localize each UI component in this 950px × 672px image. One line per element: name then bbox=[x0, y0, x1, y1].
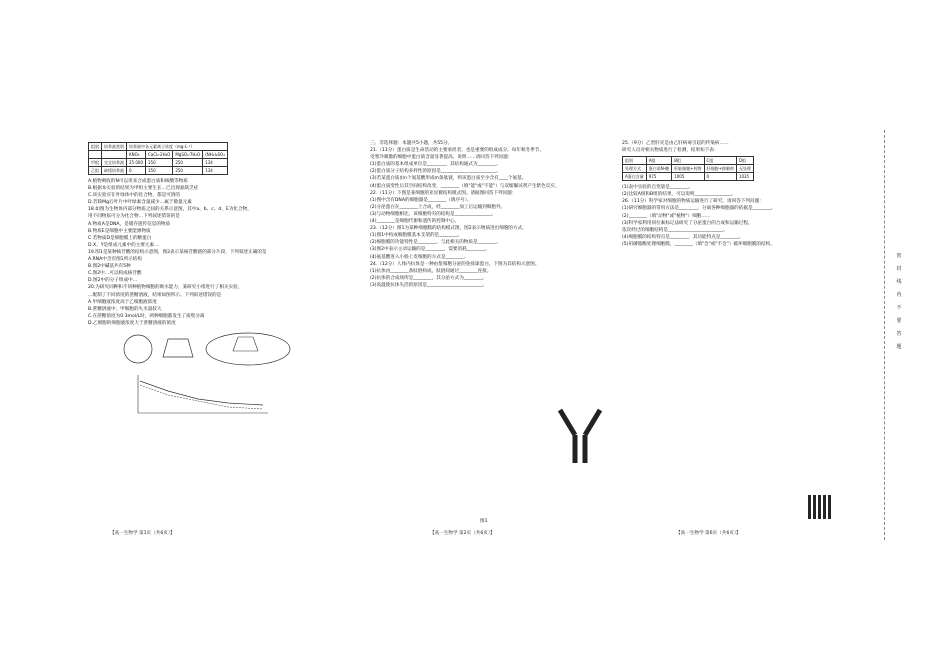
text-line: 受寒冷刺激的细胞中蛋白质含量显著提高，说明……请回答下列问题： bbox=[370, 155, 513, 161]
text-line: B.图2中碱基共有5种 bbox=[88, 264, 131, 270]
page-footer: 【高一生物学 第1页（共6页）】 bbox=[110, 531, 175, 536]
text-line: 研究人员对相关物质进行了检测，结果如下表： bbox=[622, 148, 719, 154]
text-line: 18.如图为生物体内部分物质之间的关系示意图，其中a、b、c、d、E为化合物， bbox=[88, 207, 252, 213]
text-line: B.物质E是细胞中主要能源物质 bbox=[88, 228, 151, 234]
line-chart-figure bbox=[128, 371, 278, 419]
seal-char: 线 bbox=[896, 279, 902, 285]
seal-char: 答 bbox=[896, 331, 902, 337]
table-cell bbox=[89, 151, 102, 159]
table-header-cell: CaCl₂·2H₂O bbox=[146, 151, 173, 159]
column-3 bbox=[622, 140, 884, 535]
text-line: (3)与动物细胞相比，该细胞特有的结构是________________。 bbox=[370, 211, 496, 217]
text-line: (3)科学家利用同位素标记法研究了分泌蛋白的合成和运输过程， bbox=[622, 220, 753, 226]
page-footer: 【高一生物学 第2页（共6页）】 bbox=[430, 531, 495, 536]
text-line: C.若物质D是细胞膜上的糖蛋白 bbox=[88, 235, 152, 241]
table-cell: 甲组 bbox=[89, 159, 102, 167]
question-text bbox=[622, 184, 884, 248]
text-line: (3)高温使抗体失活的原因是________________________。 bbox=[370, 282, 487, 288]
text-line: (1)蛋白质的基本组成单位是________，其结构通式为________。 bbox=[370, 162, 501, 168]
seal-char: 要 bbox=[896, 318, 902, 324]
text-line: C.图2中…可以构成核苷酸 bbox=[88, 271, 142, 277]
text-line: (1)图中含有DNA的细胞器是________（填序号）。 bbox=[370, 197, 472, 203]
column-2 bbox=[370, 140, 642, 535]
seal-char: 内 bbox=[896, 292, 902, 298]
table-header-cell: A组 bbox=[646, 157, 671, 165]
text-line: (1)抗体由________条肽链构成，肽链间通过________连接。 bbox=[370, 268, 492, 274]
table-header-cell: 培养液中各元素离子浓度（mg·L⁻¹） bbox=[127, 143, 228, 151]
text-line: (1)表中实验的自变量是________。 bbox=[622, 185, 693, 191]
text-line: (2)比较A组和B组的结果，可以说明________________。 bbox=[622, 192, 736, 198]
text-line: (2)蛋白质分子结构多样性的原因是________________________。 bbox=[370, 169, 501, 175]
table-cell: 25 000 bbox=[127, 159, 146, 167]
table-cell: 150 bbox=[146, 167, 173, 175]
table-header-cell: 组别 bbox=[623, 157, 647, 165]
nutrient-table bbox=[88, 142, 228, 175]
text-line: (3)若某蛋白质由n个氨基酸形成m条肽链，则该蛋白质至少含有____个氨基。 bbox=[370, 176, 527, 182]
text-line: (4)蛋白质变性后其空间结构改变，________（填"能"或"不能"）与双缩脲试剂产生紫色反应。 bbox=[370, 183, 560, 189]
column-1 bbox=[88, 140, 360, 535]
text-line: D.若缺Mg后叶片中叶绿素含量减少…属于微量元素 bbox=[88, 200, 192, 206]
text-line: A.RNA中含有图1所示结构 bbox=[88, 257, 142, 263]
figure-label: 图1 bbox=[480, 519, 488, 524]
table-header-cell: (NH₄)₂SO₄ bbox=[203, 151, 228, 159]
text-line: (4)________是细胞代谢和遗传的控制中心。 bbox=[370, 219, 460, 225]
result-table bbox=[622, 156, 754, 181]
table-cell: 乙组 bbox=[89, 167, 102, 175]
table-cell bbox=[102, 151, 127, 159]
table-cell: 150 bbox=[146, 159, 173, 167]
table-row bbox=[89, 159, 228, 167]
text-line: 25.（9分）乙型肝炎是由乙肝病毒引起的传染病…… bbox=[622, 141, 729, 146]
table-cell: 250 bbox=[173, 167, 203, 175]
page-footer: 【高一生物学 第6页（共6页）】 bbox=[676, 531, 741, 536]
nucleotide-diagram bbox=[108, 329, 298, 369]
text-line: 22.（11分）下图是某细胞的亚显微结构模式图。请据图回答下列问题： bbox=[370, 190, 517, 196]
table-cell: 134 bbox=[203, 159, 228, 167]
text-line: (2)细胞膜的功能特性是________，与此相关的物质是________。 bbox=[370, 240, 501, 246]
text-line: …配制了不同浓度的蔗糖溶液，结果如图所示。下列叙述错误的是 bbox=[88, 292, 222, 298]
text-line: (5)用磷脂酶处理细胞膜，________（填"会"或"不会"）破坏细胞膜的结构。 bbox=[622, 241, 775, 247]
text-line: 20.为研究同种和不同种植物细胞的吸水能力，某研究小组进行了相关实验， bbox=[88, 285, 243, 291]
text-line: C.在蔗糖浓度为0.3mol/L时，两种细胞都发生了质壁分离 bbox=[88, 313, 205, 319]
text-line: (4)细胞膜的结构特点是________，其功能特点是________。 bbox=[622, 234, 744, 240]
text-line: 21.（11分）蛋白质是生命活动的主要承担者，也是重要的组成成分。每年秋冬季节， bbox=[370, 148, 544, 154]
text-line: A.植物吸收的N可以用来合成蛋白质和核酸等物质 bbox=[88, 179, 188, 184]
seal-line-text bbox=[895, 250, 903, 354]
text-line: (2)________（填"动物"或"植物"）细胞…… bbox=[622, 213, 711, 219]
text-line: 23.（12分）图1为某种细胞膜的结构模式图，图2表示物质进出细胞的方式。 bbox=[370, 226, 527, 232]
text-line: (2)抗体的合成场所是________，其分泌方式为________。 bbox=[370, 275, 487, 281]
table-cell: 完全培养液 bbox=[102, 159, 127, 167]
text-line: 19.图1是某种核苷酸的结构示意图，图2表示某核苷酸链的部分片段，下列叙述正确的是 bbox=[88, 249, 267, 255]
seal-char: 不 bbox=[896, 305, 902, 311]
table-header-cell: 培养液类别 bbox=[102, 143, 127, 151]
text-line: D.乙细胞的细胞液浓度大于蔗糖溶液的浓度 bbox=[88, 320, 176, 326]
text-line: (2)分泌蛋白在________上合成，经________加工后运输到细胞外。 bbox=[370, 204, 506, 210]
table-header-cell: KNO₃ bbox=[127, 151, 146, 159]
table-row bbox=[623, 173, 754, 181]
table-header-cell: 组别 bbox=[89, 143, 102, 151]
text-line: 24.（12分）人体内抗体是一种由浆细胞分泌的免疫球蛋白，下图为其结构示意图。 bbox=[370, 261, 540, 267]
table-cell: 0 bbox=[127, 167, 146, 175]
table-cell: 肝细胞+抑制剂 bbox=[704, 165, 736, 173]
seal-char: 密 bbox=[896, 253, 902, 259]
text-line: (1)图1中构成细胞膜基本支架的是________。 bbox=[370, 233, 463, 239]
table-header-cell: C组 bbox=[704, 157, 736, 165]
table-cell: A蛋白含量 bbox=[623, 173, 647, 181]
table-cell: 250 bbox=[173, 159, 203, 167]
text-line: 用不同物质可分为化合物…下列叙述错误的是 bbox=[88, 214, 180, 220]
text-line: A.物质A是DNA，是储存遗传信息的物质 bbox=[88, 221, 171, 227]
question-text bbox=[370, 140, 642, 289]
question-text bbox=[88, 178, 360, 327]
text-line: 依次经过的细胞结构是________________________。 bbox=[622, 227, 728, 233]
text-line: B.蔗糖溶液中，甲细胞的失水量较大 bbox=[88, 306, 162, 312]
seal-char: 封 bbox=[896, 266, 902, 272]
text-line: D.图2中的分子组成中… bbox=[88, 278, 138, 284]
text-line: B.根据本实验的结果为甲组主要生长…已出现氮缺乏症 bbox=[88, 186, 199, 192]
table-cell: 无处理 bbox=[736, 165, 753, 173]
qr-code-icon bbox=[808, 495, 832, 519]
table-cell: 1005 bbox=[672, 173, 704, 181]
question-text bbox=[622, 140, 884, 154]
table-cell: 0 bbox=[704, 173, 736, 181]
table-cell: 缺镁培养液 bbox=[102, 167, 127, 175]
table-cell: 处理方式 bbox=[623, 165, 647, 173]
table-row bbox=[89, 167, 228, 175]
table-cell: 肝脏细胞+药物 bbox=[672, 165, 704, 173]
table-header-cell: D组 bbox=[736, 157, 753, 165]
table-cell: 975 bbox=[646, 173, 671, 181]
seal-char: 题 bbox=[896, 344, 902, 350]
table-row bbox=[623, 165, 754, 173]
text-line: 26.（11分）科学家对细胞的物质运输进行了研究，请回答下列问题： bbox=[622, 199, 764, 205]
text-line: 三、非选择题：本题共5小题，共55分。 bbox=[370, 141, 453, 146]
table-cell: 蛋白质N-糖 bbox=[646, 165, 671, 173]
table-header-cell: MgSO₄·7H₂O bbox=[173, 151, 203, 159]
table-cell: 1035 bbox=[736, 173, 753, 181]
table-cell: 134 bbox=[203, 167, 228, 175]
binding-line bbox=[884, 130, 885, 540]
text-line: (4)氨基酸进入小肠上皮细胞的方式是________。 bbox=[370, 254, 469, 260]
text-line: (3)图2中表示主动运输的是________，需要消耗________。 bbox=[370, 247, 490, 253]
table-header-cell: B组 bbox=[672, 157, 704, 165]
text-line: D.X、Y是组成元素中的主要元素… bbox=[88, 242, 159, 248]
text-line: (1)研究细胞器的常用方法是________，分离各种细胞器的依据是________。 bbox=[622, 206, 776, 212]
text-line: C.该实验应在叶绿体中的化合物，都是可溶的 bbox=[88, 193, 180, 199]
text-line: A.甲细胞液浓度高于乙细胞液浓度 bbox=[88, 299, 157, 305]
